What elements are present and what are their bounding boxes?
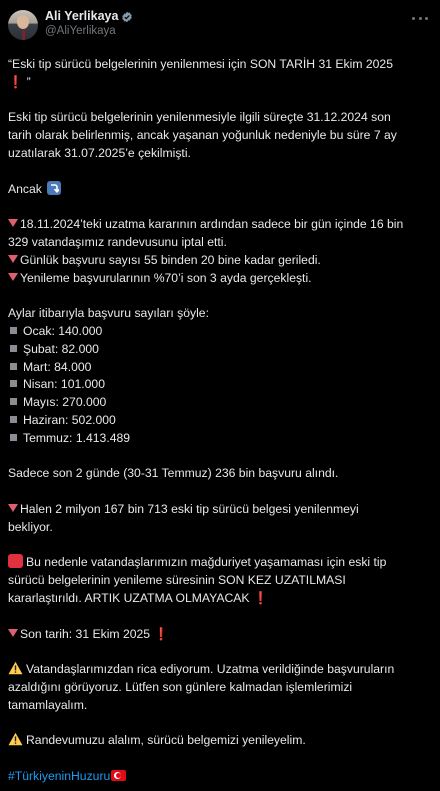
decision-line-3 [8, 590, 432, 608]
author-avatar[interactable] [8, 10, 38, 40]
red-square-icon [8, 554, 23, 568]
month-text: Ocak: 140.000 [23, 323, 103, 338]
exclamation-icon: ❗ [8, 74, 24, 89]
month-item [8, 412, 432, 430]
deadline-line [8, 626, 432, 644]
month-text: Mart: 84.000 [23, 359, 92, 374]
last-days-line: Sadece son 2 günde (30-31 Temmuz) 236 bin başvuru alındı. [8, 466, 339, 481]
request-line-3: tamamlayalım. [8, 697, 88, 712]
square-bullet-icon [10, 380, 17, 387]
ancak-line [8, 181, 432, 199]
deadline-text: Son tarih: 31 Ekim 2025 [20, 626, 151, 641]
ancak-text: Ancak [8, 181, 42, 196]
month-item [8, 341, 432, 359]
month-item [8, 323, 432, 341]
turkey-flag-icon [111, 770, 126, 781]
closing-line [8, 732, 432, 750]
month-text: Nisan: 101.000 [23, 377, 105, 392]
bullet-1-line-2: 329 vatandaşımız randevusunu iptal etti. [8, 234, 227, 249]
tweet-text [8, 56, 432, 786]
author-display-name[interactable]: Ali Yerlikaya [45, 9, 119, 23]
month-text: Mayıs: 270.000 [23, 395, 107, 410]
red-triangle-down-icon [8, 273, 18, 281]
square-bullet-icon [10, 345, 17, 352]
bullet-1-line-1 [8, 216, 432, 234]
square-bullet-icon [10, 434, 17, 441]
decision-text-3: kararlaştırıldı. ARTIK UZATMA OLMAYACAK [8, 590, 250, 605]
bullet-3-text: Yenileme başvurularının %70’i son 3 ayda gerçekleşti. [20, 270, 312, 285]
square-bullet-icon [10, 398, 17, 405]
bullet-1-text: 18.11.2024’teki uzatma kararının ardından sadece bir gün içinde 16 bin [20, 217, 404, 232]
more-options-icon[interactable] [412, 10, 428, 26]
red-triangle-down-icon [8, 255, 18, 263]
author-names [45, 8, 133, 37]
month-item [8, 394, 432, 412]
month-text: Temmuz: 1.413.489 [23, 430, 131, 445]
tweet-header [8, 8, 432, 52]
month-item [8, 430, 432, 448]
exclamation-icon: ❗ [252, 590, 269, 605]
bullet-2-text: Günlük başvuru sayısı 55 binden 20 bine kadar geriledi. [20, 252, 321, 267]
hashtag-link[interactable]: #TürkiyeninHuzuru [8, 768, 111, 783]
red-triangle-down-icon [8, 219, 18, 227]
red-triangle-down-icon [8, 504, 18, 512]
warning-icon [8, 732, 23, 746]
pending-line-2: bekliyor. [8, 519, 53, 534]
right-arrow-curving-down-icon [47, 181, 61, 195]
square-bullet-icon [10, 363, 17, 370]
square-bullet-icon [10, 327, 17, 334]
paragraph-1-line-1: Eski tip sürücü belgelerinin yenilenmesiyle ilgili süreçte 31.12.2024 son [8, 110, 391, 125]
exclamation-icon: ❗ [153, 626, 169, 641]
pending-text: Halen 2 milyon 167 bin 713 eski tip sürücü belgesi yenilenmeyi [20, 501, 359, 516]
author-handle[interactable]: @AliYerlikaya [45, 25, 116, 37]
decision-line-2: sürücü belgelerinin yenileme süresinin SON KEZ UZATILMASI [8, 573, 346, 588]
paragraph-1-line-3: uzatılarak 31.07.2025’e çekilmişti. [8, 145, 191, 160]
pending-line-1 [8, 501, 432, 519]
hashtag-line [8, 768, 432, 786]
closing-text: Randevumuzu alalım, sürücü belgemizi yenileyelim. [26, 733, 306, 748]
closing-quote: ” [26, 74, 31, 89]
month-item [8, 359, 432, 377]
quote-line-2 [8, 74, 432, 92]
square-bullet-icon [10, 416, 17, 423]
warning-icon [8, 661, 23, 675]
verified-badge-icon[interactable] [121, 10, 133, 22]
bullet-3 [8, 270, 432, 288]
month-text: Haziran: 502.000 [23, 412, 116, 427]
quote-line-1: “Eski tip sürücü belgelerinin yenilenmesi için SON TARİH 31 Ekim 2025 [8, 57, 393, 71]
request-text: Vatandaşlarımızdan rica ediyorum. Uzatma verildiğinde başvuruların [26, 662, 395, 677]
month-item [8, 376, 432, 394]
decision-text: Bu nedenle vatandaşlarımızın mağduriyet yaşamaması için eski tip [26, 555, 387, 570]
name-row [45, 8, 133, 24]
months-intro: Aylar itibarıyla başvuru sayıları şöyle: [8, 306, 209, 321]
bullet-2 [8, 252, 432, 270]
request-line-2: azaldığını görüyoruz. Lütfen son günlere kalmadan işlemlerimizi [8, 679, 353, 694]
red-triangle-down-icon [8, 629, 18, 637]
paragraph-1-line-2: tarih olarak belirlenmiş, ancak yaşanan yoğunluk nedeniyle bu süre 7 ay [8, 128, 397, 143]
month-text: Şubat: 82.000 [23, 341, 99, 356]
request-line-1 [8, 661, 432, 679]
decision-line-1 [8, 554, 432, 572]
